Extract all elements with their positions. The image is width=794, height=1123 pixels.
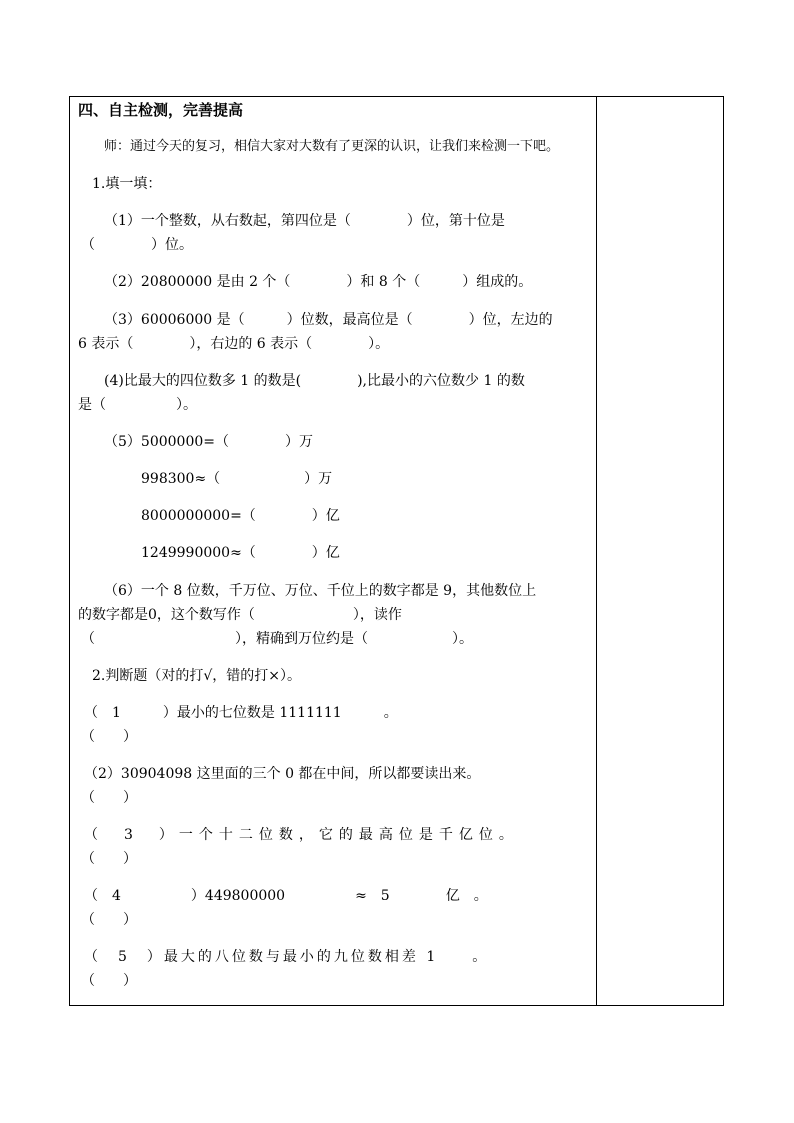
q1-item6-line1: （6）一个 8 位数，千万位、万位、千位上的数字都是 9，其他数位上 — [104, 583, 537, 599]
q2-item1-answer-paren: （ ） — [81, 729, 137, 745]
q1-item5-line2: 998300≈（ ）万 — [141, 471, 333, 487]
q1-item6-line2: 的数字都是0，这个数写作（ ），读作 — [78, 607, 402, 623]
q1-title: 1.填一填： — [92, 176, 162, 192]
section-heading: 四、自主检测，完善提高 — [78, 101, 244, 119]
q1-item4-line1: (4)比最大的四位数多 1 的数是( ),比最小的六位数少 1 的数 — [104, 373, 525, 389]
q2-item3-answer-paren: （ ） — [81, 851, 137, 867]
q2-item5-statement: （ 5 ）最大的八位数与最小的九位数相差 1 。 — [84, 949, 490, 965]
q2-item5-answer-paren: （ ） — [81, 973, 137, 989]
intro-text: 师：通过今天的复习，相信大家对大数有了更深的认识，让我们来检测一下吧。 — [104, 139, 560, 154]
q2-item4-statement: （ 4 ）449800000 ≈ 5 亿 。 — [84, 888, 488, 904]
q2-item3-statement: （ 3 ）一个十二位数，它的最高位是千亿位。 — [84, 827, 519, 843]
q1-item1-line1: （1）一个整数，从右数起，第四位是（ ）位，第十位是 — [104, 213, 505, 229]
q2-item2-answer-paren: （ ） — [81, 790, 137, 806]
table-column-divider — [596, 96, 597, 1006]
q1-item4-line2: 是（ ）。 — [78, 397, 197, 413]
q1-item1-line2: （ ）位。 — [81, 237, 193, 253]
q1-item6-line3: （ ），精确到万位约是（ ）。 — [81, 631, 473, 647]
q1-item3-line1: （3）60006000 是（ ）位数，最高位是（ ）位，左边的 — [104, 312, 553, 328]
q2-item2-statement: （2）30904098 这里面的三个 0 都在中间，所以都要读出来。 — [84, 766, 481, 782]
q1-item5-line3: 8000000000=（ ）亿 — [141, 508, 340, 524]
q2-item1-statement: （ 1 ）最小的七位数是 1111111 。 — [84, 705, 398, 721]
q1-item2: （2）20800000 是由 2 个（ ）和 8 个（ ）组成的。 — [104, 274, 533, 290]
q2-item4-answer-paren: （ ） — [81, 912, 137, 928]
q1-item3-line2: 6 表示（ ），右边的 6 表示（ ）。 — [78, 336, 390, 352]
q1-item5-line4: 1249990000≈（ ）亿 — [141, 545, 340, 561]
q2-title: 2.判断题（对的打√，错的打×）。 — [92, 668, 302, 684]
q1-item5-line1: （5）5000000=（ ）万 — [104, 434, 313, 450]
